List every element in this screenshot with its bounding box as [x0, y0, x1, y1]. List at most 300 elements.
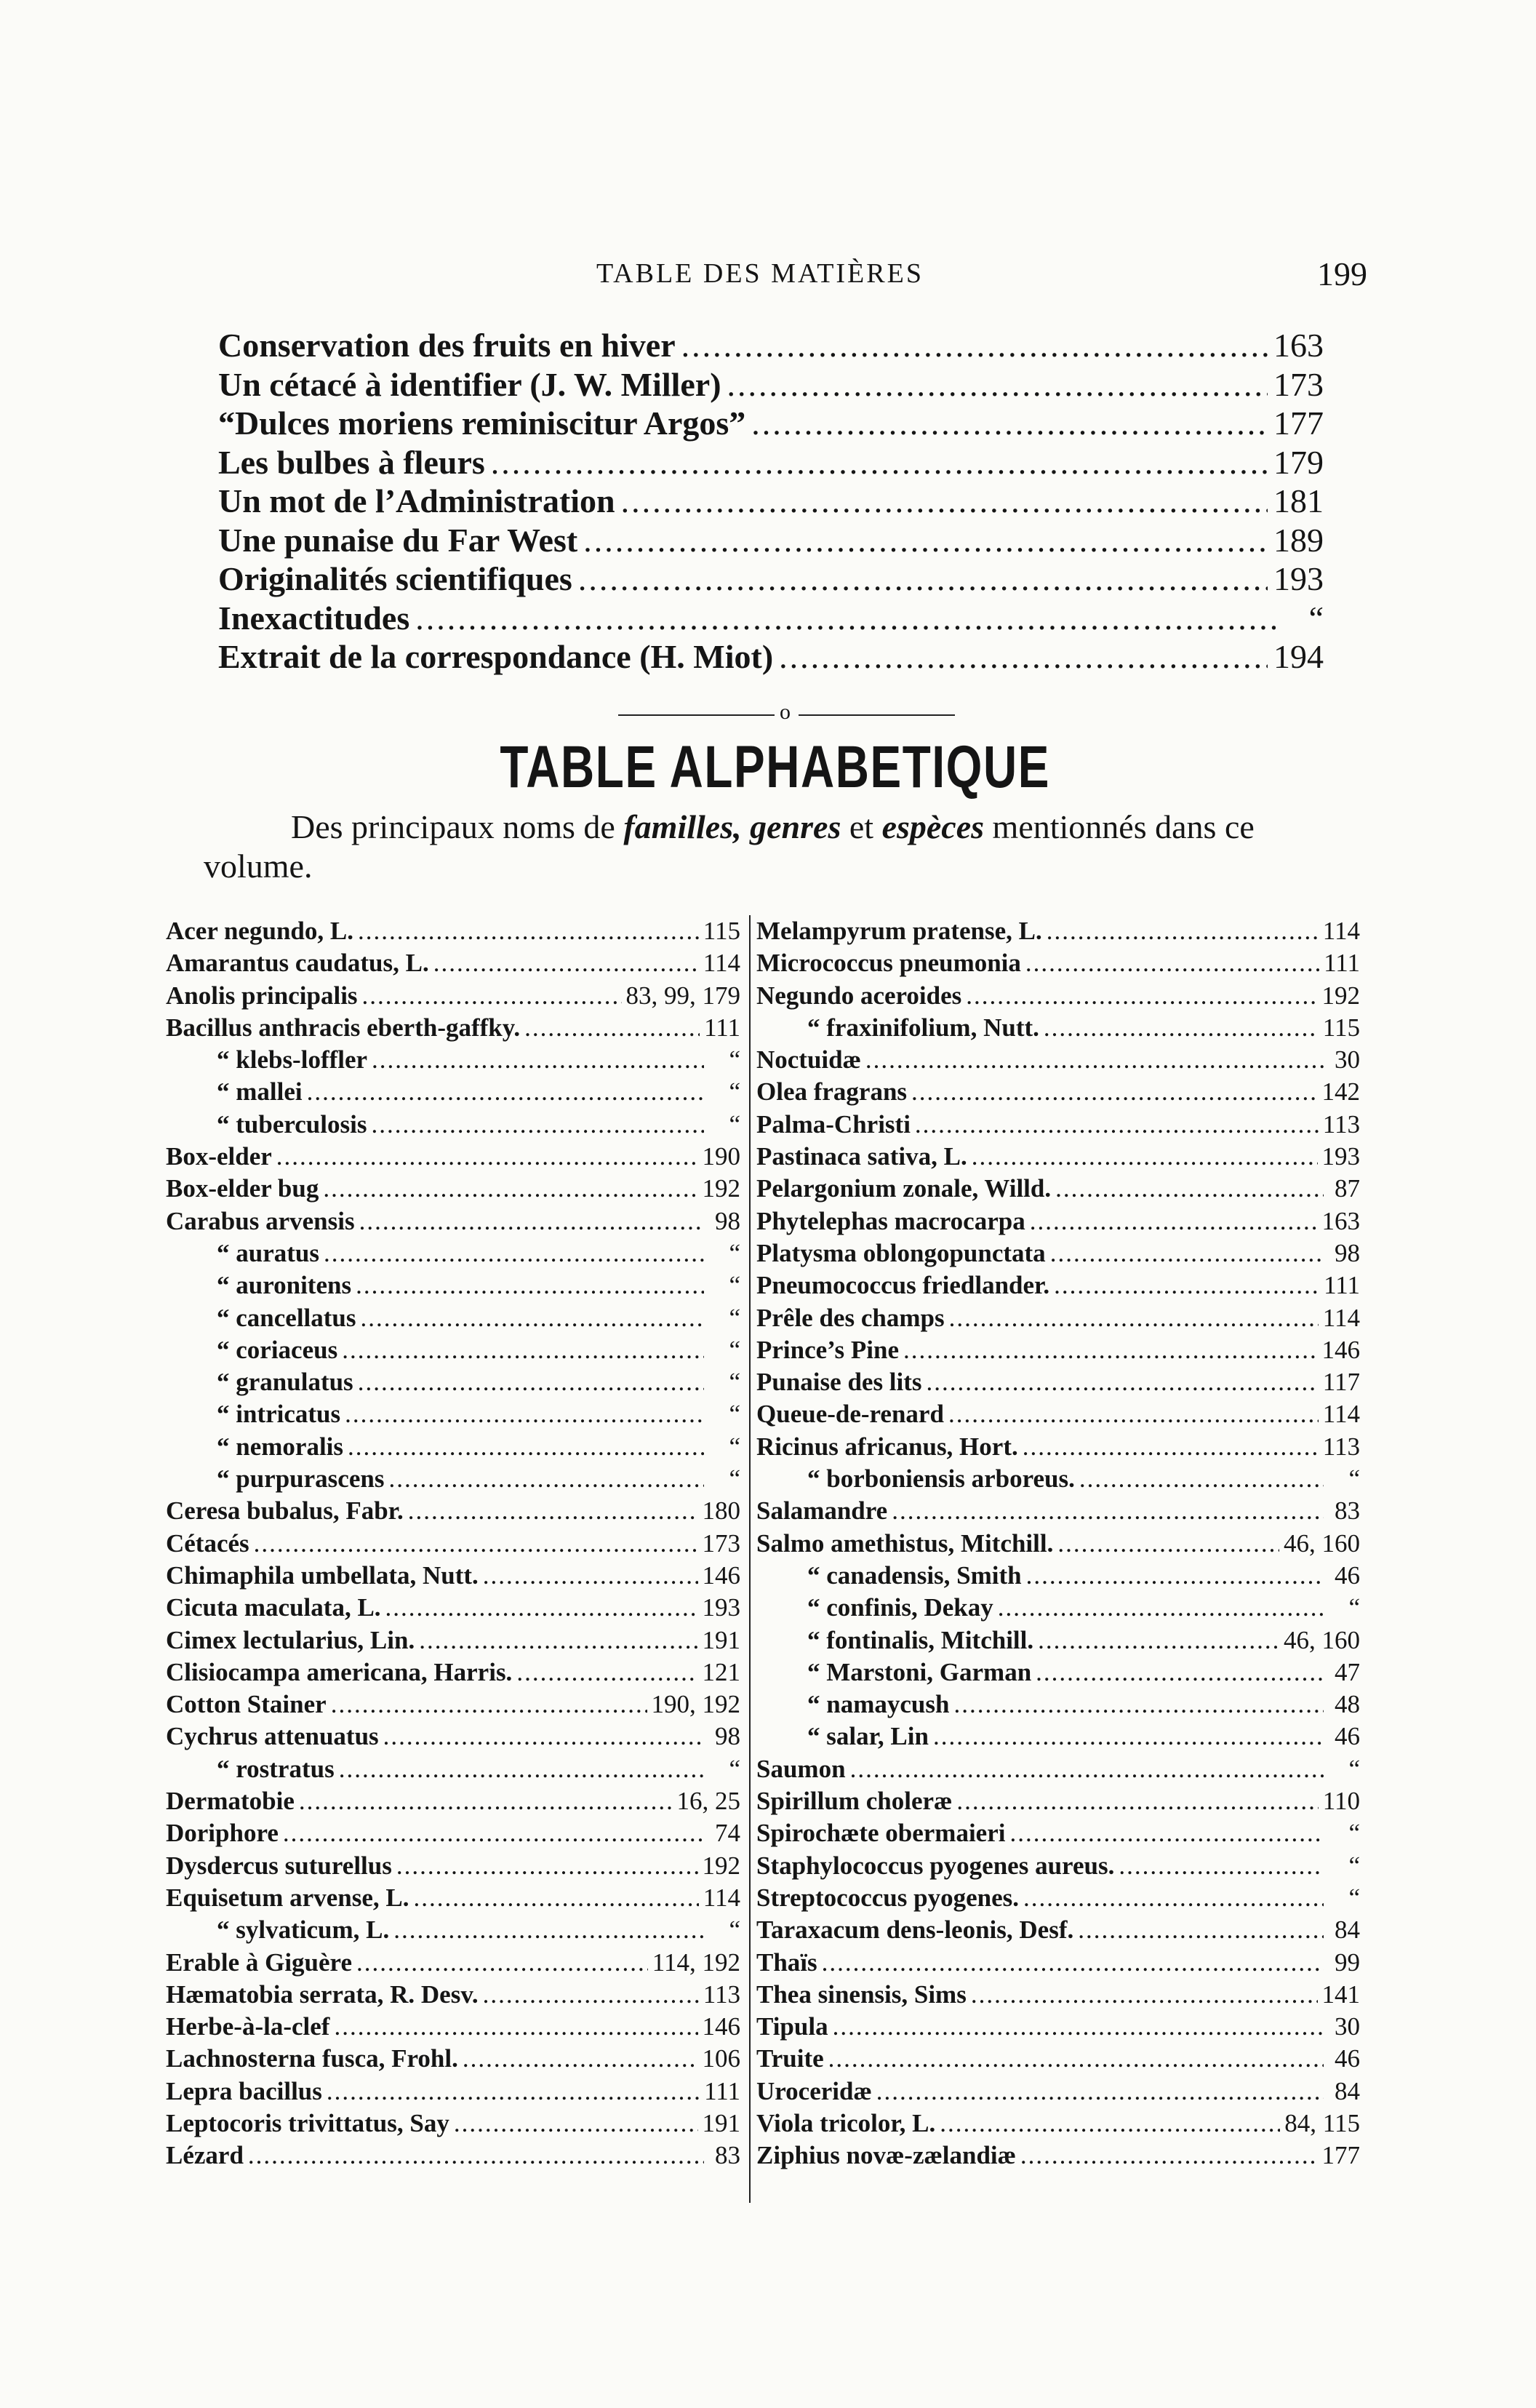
index-entry	[166, 1205, 740, 1237]
index-entry	[166, 1366, 740, 1398]
index-entry	[756, 1076, 1360, 1108]
entry-text: Equisetum arvense, L.	[166, 1883, 409, 1912]
index-entry	[756, 1721, 1360, 1753]
entry-page: 146	[1321, 1335, 1360, 1364]
index-entry	[166, 1109, 740, 1141]
entry-text: Taraxacum dens-leonis, Desf.	[756, 1915, 1074, 1945]
index-entry	[166, 2043, 740, 2075]
entry-text: Pneumococcus friedlander.	[756, 1271, 1050, 1300]
dot-leader	[383, 1721, 704, 1753]
entry-page: 189	[1273, 521, 1324, 559]
entry-text: “ salar, Lin	[807, 1722, 929, 1751]
entry-page: 117	[1322, 1368, 1360, 1397]
dot-leader	[850, 1753, 1324, 1785]
entry-page: 83, 99, 179	[625, 981, 740, 1010]
entry-page: 177	[1321, 2141, 1360, 2170]
entry-text: Herbe-à-la-clef	[166, 2012, 330, 2041]
subtitle-genera: genres	[750, 808, 841, 845]
entry-page: “	[1348, 1464, 1360, 1494]
entry-page: 84, 115	[1284, 2108, 1360, 2137]
entry-page: 30	[1335, 1045, 1360, 1075]
entry-page: 113	[1322, 1432, 1360, 1461]
index-entry	[166, 1141, 740, 1173]
dot-leader	[915, 1109, 1319, 1141]
dot-leader	[516, 1657, 697, 1689]
entry-page: 46	[1335, 1560, 1360, 1590]
entry-page: 191	[702, 2108, 740, 2137]
entry-text: Les bulbes à fleurs	[218, 443, 485, 481]
contents-list	[218, 326, 1324, 677]
index-entry	[756, 1269, 1360, 1301]
entry-page: “	[729, 1045, 740, 1075]
entry-text: Pastinaca sativa, L.	[756, 1142, 967, 1171]
index-entry	[756, 1657, 1360, 1689]
index-entry	[166, 2108, 740, 2140]
entry-text: Phytelephas macrocarpa	[756, 1206, 1025, 1235]
index-entry	[166, 1334, 740, 1366]
entry-page: “	[729, 1915, 740, 1945]
entry-page: 113	[703, 1980, 740, 2009]
divider-line-left	[618, 714, 775, 716]
entry-page: 192	[1321, 981, 1360, 1010]
dot-leader	[362, 980, 622, 1012]
dot-leader	[578, 559, 1268, 599]
index-entry	[756, 1205, 1360, 1237]
entry-text: Leptocoris trivittatus, Say	[166, 2108, 449, 2137]
entry-page: “	[1348, 1593, 1360, 1622]
dot-leader	[283, 1817, 704, 1849]
dot-leader	[911, 1076, 1317, 1108]
entry-page: 47	[1335, 1657, 1360, 1686]
index-entry	[166, 1979, 740, 2011]
entry-page: 141	[1321, 1980, 1360, 2009]
entry-text: Cicuta maculata, L.	[166, 1593, 381, 1622]
dot-leader	[1025, 947, 1319, 979]
entry-text: “Dulces moriens reminiscitur Argos”	[218, 404, 746, 442]
entry-text: “ nemoralis	[217, 1432, 344, 1461]
entry-page: 121	[702, 1657, 740, 1686]
entry-text: Anolis principalis	[166, 981, 358, 1010]
toc-entry	[218, 559, 1324, 599]
index-entry	[166, 1528, 740, 1560]
entry-page: “	[729, 1368, 740, 1397]
entry-page: 115	[1322, 1013, 1360, 1042]
dot-leader	[483, 1560, 698, 1592]
index-entry	[756, 1302, 1360, 1334]
entry-page: “	[1308, 599, 1324, 637]
index-entry	[756, 1366, 1360, 1398]
entry-page: “	[729, 1335, 740, 1364]
dot-leader	[1050, 1237, 1324, 1269]
entry-page: “	[729, 1238, 740, 1267]
dot-leader	[419, 1624, 697, 1657]
entry-page: 98	[715, 1206, 740, 1235]
dot-leader	[998, 1592, 1324, 1624]
entry-page: “	[729, 1271, 740, 1300]
entry-page: 111	[1324, 949, 1360, 978]
entry-text: Staphylococcus pyogenes aureus.	[756, 1851, 1115, 1880]
entry-text: Amarantus caudatus, L.	[166, 949, 429, 978]
index-entry	[166, 915, 740, 947]
entry-text: Negundo aceroides	[756, 981, 962, 1010]
dot-leader	[413, 1882, 698, 1914]
entry-page: 48	[1335, 1690, 1360, 1719]
dot-leader	[966, 980, 1317, 1012]
entry-text: “ canadensis, Smith	[807, 1560, 1022, 1590]
dot-leader	[933, 1721, 1324, 1753]
subtitle-part-2: mentionnés dans ce volume.	[204, 808, 1255, 885]
subtitle-part-1: Des principaux noms de	[291, 808, 615, 845]
index-entry	[756, 947, 1360, 979]
entry-page: 98	[715, 1722, 740, 1751]
index-entry	[166, 1398, 740, 1430]
index-entry	[756, 1431, 1360, 1463]
toc-entry	[218, 326, 1324, 365]
dot-leader	[1036, 1657, 1324, 1689]
entry-page: 181	[1273, 482, 1324, 519]
entry-text: Conservation des fruits en hiver	[218, 327, 676, 364]
entry-text: Ceresa bubalus, Fabr.	[166, 1496, 404, 1526]
dot-leader	[342, 1334, 704, 1366]
index-entry	[166, 2076, 740, 2108]
dot-leader	[323, 1173, 697, 1205]
index-entry	[756, 1947, 1360, 1979]
entry-page: 84	[1335, 2076, 1360, 2105]
section-divider	[0, 700, 1536, 726]
index-entry	[756, 1141, 1360, 1173]
entry-text: Box-elder	[166, 1142, 272, 1171]
entry-text: Truite	[756, 2044, 824, 2073]
subtitle-species: espèces	[881, 808, 985, 845]
entry-text: Un cétacé à identifier (J. W. Miller)	[218, 365, 721, 403]
dot-leader	[681, 326, 1268, 365]
index-entry	[166, 1076, 740, 1108]
entry-text: Hæmatobia serrata, R. Desv.	[166, 1980, 479, 2009]
toc-entry	[218, 443, 1324, 482]
entry-text: “ mallei	[217, 1077, 303, 1107]
entry-page: “	[729, 1754, 740, 1783]
index-entry	[756, 1882, 1360, 1914]
entry-page: 106	[702, 2044, 740, 2073]
dot-leader	[972, 1141, 1318, 1173]
index-entry	[166, 1947, 740, 1979]
index-entry	[756, 1914, 1360, 1946]
index-entry	[756, 915, 1360, 947]
index-entry	[756, 1979, 1360, 2011]
index-entry	[166, 2011, 740, 2043]
dot-leader	[1030, 1205, 1318, 1237]
index-entry	[166, 2140, 740, 2172]
dot-leader	[727, 365, 1268, 404]
entry-text: “ klebs-loffler	[217, 1045, 368, 1075]
toc-entry	[218, 404, 1324, 443]
entry-page: 114	[703, 949, 740, 978]
dot-leader	[345, 1398, 704, 1430]
entry-page: “	[729, 1400, 740, 1429]
entry-text: Un mot de l’Administration	[218, 482, 615, 519]
dot-leader	[828, 2043, 1324, 2075]
dot-leader	[348, 1431, 704, 1463]
dot-leader	[779, 637, 1268, 677]
subtitle-families: familles,	[623, 808, 742, 845]
index-entry	[756, 1495, 1360, 1527]
entry-text: Ricinus africanus, Hort.	[756, 1432, 1018, 1461]
entry-text: Cétacés	[166, 1528, 249, 1558]
toc-entry	[218, 599, 1324, 638]
index-entry	[756, 1463, 1360, 1495]
index-entry	[756, 1689, 1360, 1721]
dot-leader	[388, 1463, 704, 1495]
index-column-right	[756, 915, 1360, 2172]
entry-text: Acer negundo, L.	[166, 917, 353, 945]
dot-leader	[339, 1753, 704, 1785]
entry-text: Clisiocampa americana, Harris.	[166, 1657, 513, 1686]
dot-leader	[903, 1334, 1317, 1366]
index-entry	[166, 980, 740, 1012]
dot-leader	[356, 1947, 648, 1979]
index-entry	[756, 1528, 1360, 1560]
dot-leader	[971, 1979, 1318, 2011]
index-subtitle	[204, 808, 1338, 886]
toc-entry	[218, 637, 1324, 677]
dot-leader	[334, 2011, 697, 2043]
entry-page: 115	[703, 917, 740, 945]
entry-text: Pelargonium zonale, Willd.	[756, 1174, 1052, 1203]
entry-text: Micrococcus pneumonia	[756, 949, 1021, 978]
index-entry	[166, 1753, 740, 1785]
entry-page: 173	[1273, 365, 1324, 403]
entry-text: “ fraxinifolium, Nutt.	[807, 1013, 1039, 1042]
entry-text: Viola tricolor, L.	[756, 2108, 936, 2137]
entry-text: Extrait de la correspondance (H. Miot)	[218, 638, 774, 675]
index-entry	[166, 947, 740, 979]
entry-page: 114	[1322, 1400, 1360, 1429]
index-entry	[166, 1689, 740, 1721]
entry-page: 177	[1273, 404, 1324, 442]
index-entry	[166, 1882, 740, 1914]
dot-leader	[940, 2108, 1280, 2140]
entry-page: 163	[1273, 327, 1324, 364]
dot-leader	[358, 915, 699, 947]
dot-leader	[1044, 1012, 1319, 1044]
index-entry	[166, 1592, 740, 1624]
index-entry	[756, 1398, 1360, 1430]
entry-page: 87	[1335, 1174, 1360, 1203]
entry-page: 111	[1324, 1271, 1360, 1300]
dot-leader	[491, 443, 1268, 482]
entry-text: Dermatobie	[166, 1787, 295, 1816]
entry-text: Uroceridæ	[756, 2076, 872, 2105]
index-entry	[756, 1044, 1360, 1076]
index-entry	[166, 1721, 740, 1753]
entry-text: Cotton Stainer	[166, 1690, 327, 1719]
entry-text: “ purpurascens	[217, 1464, 385, 1494]
entry-text: Carabus arvensis	[166, 1206, 355, 1235]
entry-page: 46	[1335, 1722, 1360, 1751]
dot-leader	[1078, 1914, 1324, 1946]
dot-leader	[415, 599, 1276, 638]
entry-text: “ sylvaticum, L.	[217, 1915, 390, 1945]
index-entry	[756, 2108, 1360, 2140]
entry-page: “	[1348, 1883, 1360, 1912]
dot-leader	[865, 1044, 1324, 1076]
dot-leader	[408, 1495, 698, 1527]
entry-page: 193	[702, 1593, 740, 1622]
entry-page: 113	[1322, 1109, 1360, 1139]
entry-text: Dysdercus suturellus	[166, 1851, 392, 1880]
entry-page: 98	[1335, 1238, 1360, 1267]
toc-entry	[218, 365, 1324, 404]
dot-leader	[358, 1366, 704, 1398]
entry-page: 142	[1321, 1077, 1360, 1107]
dot-leader	[1023, 1431, 1319, 1463]
dot-leader	[1026, 1560, 1324, 1592]
index-column-left	[166, 915, 740, 2172]
entry-text: Lézard	[166, 2141, 244, 2170]
dot-leader	[1054, 1269, 1319, 1301]
entry-text: Inexactitudes	[218, 599, 410, 637]
entry-text: Prince’s Pine	[756, 1335, 900, 1364]
dot-leader	[956, 1785, 1318, 1817]
entry-page: 111	[704, 1013, 740, 1042]
dot-leader	[1047, 915, 1319, 947]
index-entry	[166, 1173, 740, 1205]
entry-text: Doriphore	[166, 1819, 279, 1848]
entry-page: 111	[704, 2076, 740, 2105]
toc-entry	[218, 482, 1324, 521]
entry-text: Spirillum choleræ	[756, 1787, 953, 1816]
entry-text: “ fontinalis, Mitchill.	[807, 1625, 1034, 1654]
index-entry	[166, 1657, 740, 1689]
dot-leader	[396, 1850, 698, 1882]
entry-text: Noctuidæ	[756, 1045, 861, 1075]
entry-text: Bacillus anthracis eberth-gaffky.	[166, 1013, 521, 1042]
entry-text: “ Marstoni, Garman	[807, 1657, 1032, 1686]
entry-text: “ rostratus	[217, 1754, 335, 1783]
entry-page: 146	[702, 1560, 740, 1590]
dot-leader	[372, 1044, 704, 1076]
entry-text: Originalités scientifiques	[218, 560, 572, 597]
divider-line-right	[799, 714, 955, 716]
index-entry	[166, 1914, 740, 1946]
entry-text: Streptococcus pyogenes.	[756, 1883, 1019, 1912]
entry-page: 180	[702, 1496, 740, 1526]
index-entry	[166, 1495, 740, 1527]
entry-text: Spirochæte obermaieri	[756, 1819, 1006, 1848]
index-entry	[756, 1334, 1360, 1366]
dot-leader	[751, 404, 1268, 443]
entry-page: “	[1348, 1851, 1360, 1880]
index-entry	[756, 2011, 1360, 2043]
entry-text: Cimex lectularius, Lin.	[166, 1625, 415, 1654]
index-entry	[166, 1269, 740, 1301]
entry-page: “	[729, 1077, 740, 1107]
index-entry	[756, 1237, 1360, 1269]
index-entry	[166, 1785, 740, 1817]
entry-text: Cychrus attenuatus	[166, 1722, 379, 1751]
entry-page: 192	[702, 1851, 740, 1880]
index-entry	[166, 1463, 740, 1495]
entry-page: “	[729, 1109, 740, 1139]
entry-page: 190, 192	[651, 1690, 740, 1719]
index-entry	[166, 1431, 740, 1463]
dot-leader	[324, 1237, 704, 1269]
dot-leader	[1020, 2140, 1318, 2172]
entry-page: 192	[702, 1174, 740, 1203]
index-entry	[756, 1109, 1360, 1141]
entry-page: 16, 25	[676, 1787, 740, 1816]
entry-text: “ borboniensis arboreus.	[807, 1464, 1075, 1494]
index-entry	[166, 1624, 740, 1657]
dot-leader	[454, 2108, 698, 2140]
entry-text: Une punaise du Far West	[218, 521, 578, 559]
index-entry	[166, 1560, 740, 1592]
entry-page: 46, 160	[1284, 1528, 1360, 1558]
entry-text: Chimaphila umbellata, Nutt.	[166, 1560, 479, 1590]
entry-text: Lachnosterna fusca, Frohl.	[166, 2044, 458, 2073]
running-head	[204, 255, 1367, 298]
entry-text: Erable à Giguère	[166, 1947, 352, 1977]
running-title: TABLE DES MATIÈRES	[596, 258, 924, 289]
page-number: 199	[1317, 255, 1367, 292]
entry-page: 193	[1321, 1142, 1360, 1171]
dot-leader	[371, 1109, 704, 1141]
index-title: TABLE ALPHABETIQUE	[500, 734, 1050, 800]
entry-page: 114	[1322, 917, 1360, 945]
dot-leader	[359, 1205, 704, 1237]
dot-leader	[393, 1914, 704, 1946]
entry-page: “	[1348, 1754, 1360, 1783]
index-entry	[166, 1302, 740, 1334]
entry-page: “	[729, 1464, 740, 1494]
entry-page: 46	[1335, 2044, 1360, 2073]
dot-leader	[327, 2076, 700, 2108]
dot-leader	[621, 482, 1268, 521]
index-entry	[756, 1753, 1360, 1785]
entry-text: Box-elder bug	[166, 1174, 319, 1203]
dot-leader	[361, 1302, 704, 1334]
entry-text: “ granulatus	[217, 1368, 353, 1397]
entry-text: Melampyrum pratense, L.	[756, 917, 1042, 945]
toc-entry	[218, 521, 1324, 560]
index-entry	[756, 1012, 1360, 1044]
dot-leader	[949, 1302, 1319, 1334]
dot-leader	[583, 521, 1268, 560]
dot-leader	[948, 1398, 1319, 1430]
dot-leader	[299, 1785, 673, 1817]
entry-text: Palma-Christi	[756, 1109, 911, 1139]
entry-page: 193	[1273, 560, 1324, 597]
dot-leader	[356, 1269, 704, 1301]
dot-leader	[1038, 1624, 1279, 1657]
index-entry	[756, 1817, 1360, 1849]
entry-page: “	[729, 1432, 740, 1461]
dot-leader	[385, 1592, 698, 1624]
dot-leader	[1055, 1173, 1324, 1205]
entry-text: Saumon	[756, 1754, 846, 1783]
entry-text: Tipula	[756, 2012, 828, 2041]
entry-page: “	[1348, 1819, 1360, 1848]
entry-text: Prêle des champs	[756, 1303, 945, 1332]
entry-text: Lepra bacillus	[166, 2076, 322, 2105]
entry-text: Salmo amethistus, Mitchill.	[756, 1528, 1054, 1558]
entry-text: “ auronitens	[217, 1271, 352, 1300]
entry-page: 114	[703, 1883, 740, 1912]
index-entry	[166, 1237, 740, 1269]
entry-text: Punaise des lits	[756, 1368, 922, 1397]
entry-page: 114	[1322, 1303, 1360, 1332]
entry-text: “ cancellatus	[217, 1303, 356, 1332]
